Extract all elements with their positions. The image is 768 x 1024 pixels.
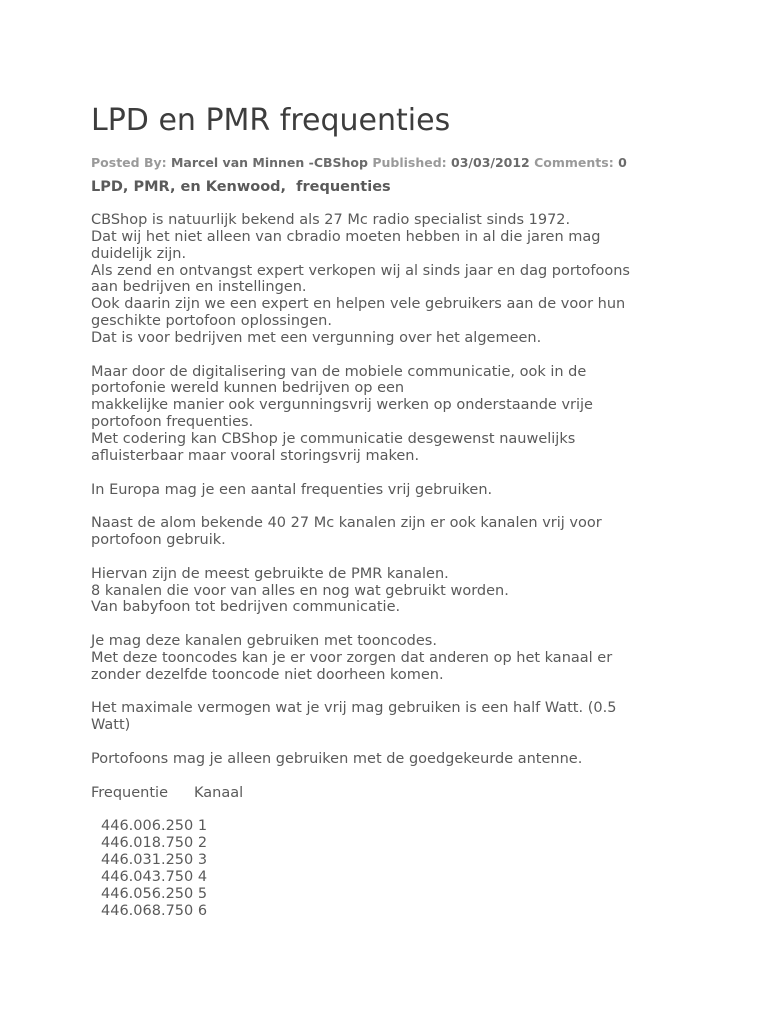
frequency-value: 446.068.750 xyxy=(101,902,194,919)
frequency-table-header xyxy=(91,785,691,802)
paragraph-line: Naast de alom bekende 40 27 Mc kanalen zijn er ook kanalen vrij voor xyxy=(91,515,602,532)
channel-value: 1 xyxy=(197,818,208,835)
channel-value: 3 xyxy=(197,852,208,869)
post-meta xyxy=(91,155,627,171)
frequency-value: 446.043.750 xyxy=(101,868,194,885)
paragraph-gap xyxy=(91,768,691,785)
paragraph-line: portofoon frequenties. xyxy=(91,414,254,431)
frequency-row xyxy=(91,886,691,903)
paragraph-line: Dat wij het niet alleen van cbradio moeten hebben in al die jaren mag xyxy=(91,228,601,245)
paragraph-line: Hiervan zijn de meest gebruikte de PMR kanalen. xyxy=(91,565,449,582)
paragraph-line: Ook daarin zijn we een expert en helpen vele gebruikers aan de voor hun xyxy=(91,296,626,313)
article-subtitle: LPD, PMR, en Kenwood, frequenties xyxy=(91,179,391,195)
frequency-value: 446.031.250 xyxy=(101,852,194,869)
page-title: LPD en PMR frequenties xyxy=(91,103,451,138)
paragraph xyxy=(91,515,691,549)
paragraph-line: makkelijke manier ook vergunningsvrij werken op onderstaande vrije xyxy=(91,397,593,414)
paragraph-gap xyxy=(91,684,691,701)
paragraph-line: Dat is voor bedrijven met een vergunning over het algemeen. xyxy=(91,329,542,346)
frequency-value: 446.018.750 xyxy=(101,835,194,852)
paragraph-line: portofonie wereld kunnen bedrijven op een xyxy=(91,380,405,397)
paragraph-line: Het maximale vermogen wat je vrij mag gebruiken is een half Watt. (0.5 xyxy=(91,700,617,717)
published-value: 03/03/2012 xyxy=(451,155,530,170)
frequency-row xyxy=(91,818,691,835)
paragraph-gap xyxy=(91,347,691,364)
frequency-row xyxy=(91,835,691,852)
comments-value: 0 xyxy=(618,155,627,170)
paragraph-gap xyxy=(91,734,691,751)
paragraph-line: CBShop is natuurlijk bekend als 27 Mc radio specialist sinds 1972. xyxy=(91,212,571,228)
paragraph-line: Met codering kan CBShop je communicatie desgewenst nauwelijks xyxy=(91,430,576,447)
paragraph-line: In Europa mag je een aantal frequenties vrij gebruiken. xyxy=(91,481,493,498)
posted-by-label: Posted By: xyxy=(91,155,167,170)
frequency-value: 446.056.250 xyxy=(101,885,194,902)
channel-value: 6 xyxy=(197,902,208,919)
table-gap xyxy=(91,802,691,819)
paragraph xyxy=(91,700,691,734)
channel-value: 2 xyxy=(197,835,208,852)
paragraph-line: Met deze tooncodes kan je er voor zorgen dat anderen op het kanaal er xyxy=(91,649,613,666)
paragraph-gap xyxy=(91,616,691,633)
paragraph-line: portofoon gebruik. xyxy=(91,532,226,549)
comments-label: Comments: xyxy=(534,155,614,170)
frequency-row xyxy=(91,903,691,920)
frequency-row xyxy=(91,852,691,869)
paragraph-line: Als zend en ontvangst expert verkopen wij al sinds jaar en dag portofoons xyxy=(91,262,630,279)
channel-value: 4 xyxy=(197,868,208,885)
paragraph-line: 8 kanalen die voor van alles en nog wat gebruikt worden. xyxy=(91,582,509,599)
paragraph-gap xyxy=(91,465,691,482)
published-label: Published: xyxy=(372,155,447,170)
paragraph xyxy=(91,633,691,684)
paragraph-line: zonder dezelfde tooncode niet doorheen komen. xyxy=(91,666,444,683)
paragraph xyxy=(91,482,691,499)
frequency-table xyxy=(91,785,691,920)
paragraph-line: aan bedrijven en instellingen. xyxy=(91,279,307,296)
paragraph-line: afluisterbaar maar vooral storingsvrij maken. xyxy=(91,447,420,464)
paragraph-gap xyxy=(91,549,691,566)
paragraph-line: Portofoons mag je alleen gebruiken met de goedgekeurde antenne. xyxy=(91,751,583,767)
paragraph-gap xyxy=(91,498,691,515)
paragraph-line: geschikte portofoon oplossingen. xyxy=(91,313,332,330)
paragraph xyxy=(91,566,691,617)
frequency-row xyxy=(91,869,691,886)
paragraph xyxy=(91,751,691,768)
paragraph-line: duidelijk zijn. xyxy=(91,245,187,262)
paragraph xyxy=(91,212,691,347)
channel-value: 5 xyxy=(197,885,208,902)
header-frequency: Frequentie xyxy=(91,784,168,801)
article-body xyxy=(91,212,691,919)
paragraph-line: Maar door de digitalisering van de mobiele communicatie, ook in de xyxy=(91,363,587,380)
paragraph xyxy=(91,364,691,465)
paragraph-line: Je mag deze kanalen gebruiken met tooncodes. xyxy=(91,633,437,650)
frequency-value: 446.006.250 xyxy=(101,818,194,835)
header-channel: Kanaal xyxy=(194,784,244,801)
paragraph-line: Van babyfoon tot bedrijven communicatie. xyxy=(91,599,401,616)
paragraph-line: Watt) xyxy=(91,717,131,734)
posted-by-value: Marcel van Minnen -CBShop xyxy=(170,155,368,170)
